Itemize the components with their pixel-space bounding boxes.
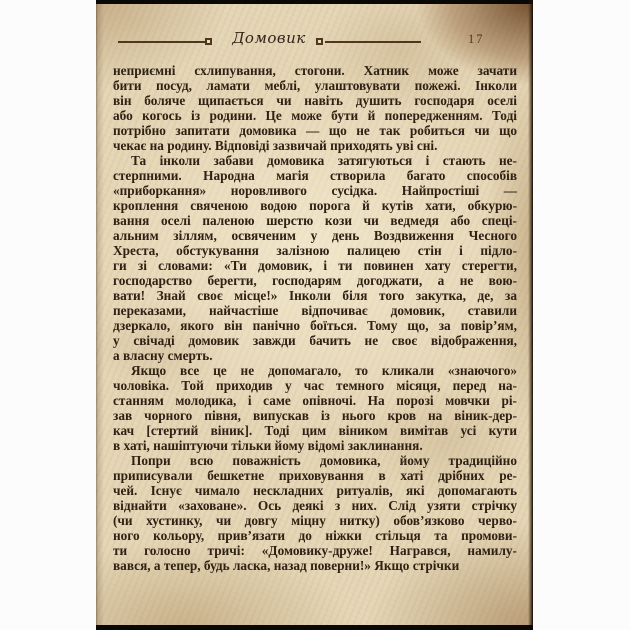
- text-line: зав чорного півня, випускав із нього кров на віник-дер-: [113, 408, 517, 423]
- text-line: вався, а тепер, будь ласка, назад поверни!» Якщо стрічки: [113, 558, 460, 573]
- text-line: у свічаді домовик завжди бачить не своє відображення,: [113, 333, 517, 348]
- header-square-ornament-right: [316, 38, 323, 45]
- text-line: станням молодика, і саме опівночі. На порозі мовчки рі-: [113, 393, 517, 408]
- text-line: ного кольору, прив’язати до ніжки стільця та промови-: [113, 528, 517, 543]
- text-line: вати! Знай своє місце!» Інколи біля того закутка, де, за: [113, 288, 517, 303]
- text-line: він боляче щипається чи навіть душить господаря оселі: [113, 93, 517, 108]
- text-line: в хаті, нашіптуючи тільки йому відомі заклинання.: [113, 438, 423, 453]
- text-line: ти голосно тричі: «Домовику-друже! Награвся, намилу-: [113, 543, 517, 558]
- text-line: потрібно запитати домовика — що не так робиться чи що: [113, 123, 517, 138]
- header-square-ornament-left: [205, 38, 212, 45]
- text-line: дзеркало, якого він панічно боїться. Тому що, за повір’ям,: [113, 318, 517, 333]
- text-line: чекає на родину. Відповіді зазвичай приходять уві сні.: [113, 138, 438, 153]
- text-line: вання оселі паленою шерстю кози чи ведмедя або спеці-: [113, 213, 517, 228]
- text-block: [113, 63, 517, 573]
- text-line: приписували бешкетне приховування в хаті дрібних ре-: [113, 468, 517, 483]
- scan-edge-top: [96, 0, 533, 4]
- book-page: [96, 0, 533, 630]
- text-line: господарство берегти, господарям догоджати, а не вою-: [113, 273, 517, 288]
- text-line: ги зі словами: «Ти домовик, і ти повинен хату стерегти,: [113, 258, 517, 273]
- text-line: Якщо все це не допомагало, то кликали «знаючого»: [131, 363, 517, 378]
- text-line: кач [стертий віник]. Тоді цим віником вимітав усі кути: [113, 423, 517, 438]
- scan-edge-right: [528, 0, 533, 630]
- text-line: бити посуд, ламати меблі, улаштовувати пожежі. Інколи: [113, 78, 517, 93]
- text-line: (чи хустинку, чи довгу міцну нитку) обов’язково черво-: [113, 513, 517, 528]
- page-number: 17: [468, 32, 485, 46]
- text-line: Хреста, обстукування залізною палицею стін і підло-: [113, 243, 517, 258]
- text-line: «приборкання» норовливого сусідка. Найпростіші —: [113, 183, 517, 198]
- text-line: переказами, найчастіше відпочиває домовик, ставили: [113, 303, 517, 318]
- text-line: або когось із родини. Це може бути й попередженням. Тоді: [113, 108, 517, 123]
- text-line: альним зіллям, освяченим у день Воздвиження Чесного: [113, 228, 517, 243]
- text-line: кроплення свяченою водою порога й кутів хати, обкурю-: [113, 198, 517, 213]
- text-line: чоловіка. Той приходив у час темного місяця, перед на-: [113, 378, 517, 393]
- chapter-title: Домовик: [232, 29, 306, 47]
- header-rule-right: [325, 41, 421, 43]
- text-line: Попри всю поважність домовика, йому традиційно: [131, 453, 517, 468]
- text-line: чей. Існує чимало нескладних ритуалів, які допомагають: [113, 483, 517, 498]
- text-line: віднайти «заховане». Ось деякі з них. Слід узяти стрічку: [113, 498, 517, 513]
- text-line: стерпними. Народна магія створила багато способів: [113, 168, 517, 183]
- scan-edge-bottom: [96, 625, 533, 630]
- header-rule-left: [118, 41, 206, 43]
- text-line: Та інколи забави домовика затягуються і стають не-: [131, 153, 517, 168]
- text-line: а власну смерть.: [113, 348, 213, 363]
- text-line: неприємні схлипування, стогони. Хатник може зачати: [113, 63, 517, 78]
